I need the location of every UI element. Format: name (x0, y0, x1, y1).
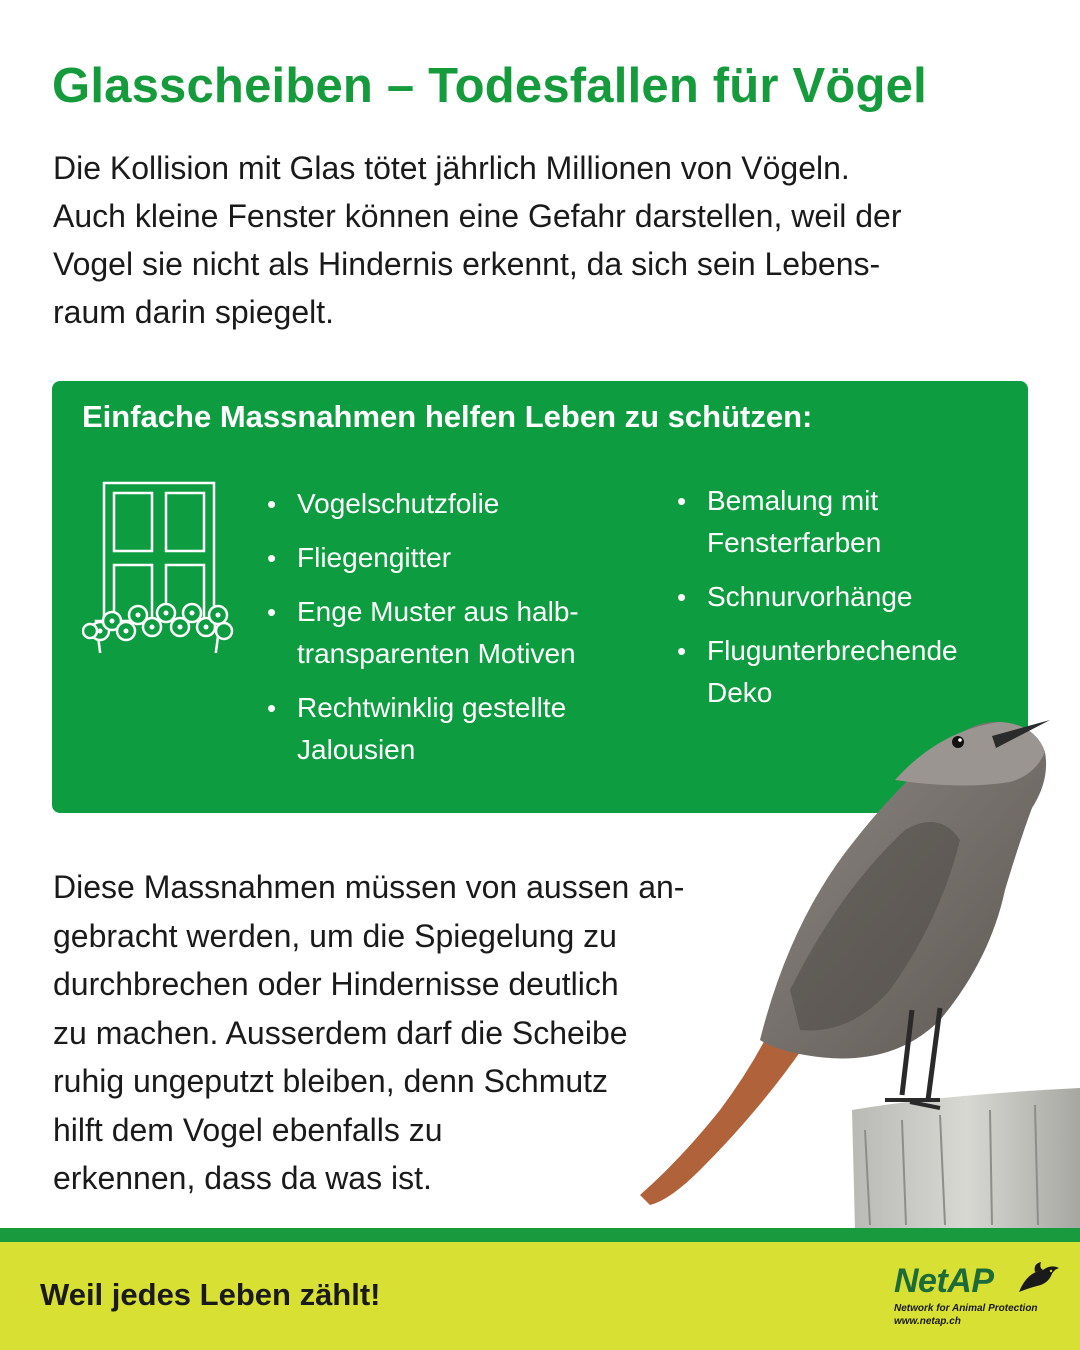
page-title: Glasscheiben – Todesfallen für Vögel (52, 59, 927, 113)
closing-line: erkennen, dass da was ist. (53, 1160, 432, 1196)
measures-heading: Einfache Massnahmen helfen Leben zu schützen: (82, 399, 813, 434)
logo-tagline: Network for Animal Protection (894, 1303, 1038, 1314)
measure-item (267, 591, 657, 675)
measures-list-left (267, 483, 657, 783)
measure-line: Rechtwinklig gestellte (297, 692, 567, 723)
measure-item (677, 480, 1017, 564)
closing-line: hilft dem Vogel ebenfalls zu (53, 1111, 443, 1148)
bullet: • (267, 489, 277, 519)
bullet: • (267, 693, 277, 723)
bullet: • (267, 597, 277, 627)
redstart-bird-photo (640, 690, 1080, 1230)
logo-name: NetAP (894, 1262, 994, 1300)
measure-item (267, 483, 657, 525)
logo-bird-icon (1017, 1262, 1061, 1300)
bullet: • (677, 486, 687, 516)
measure-line: Jalousien (297, 734, 416, 765)
measure-item (677, 576, 1017, 618)
measure-line: Fensterfarben (707, 527, 882, 558)
measure-line: Enge Muster aus halb- (297, 596, 579, 627)
measure-line: transparenten Motiven (297, 638, 576, 669)
bird-tail (640, 1030, 805, 1205)
measure-item (267, 537, 657, 579)
measure-line: Fliegengitter (297, 542, 452, 573)
measure-line: Deko (707, 677, 773, 708)
intro-line: Auch kleine Fenster können eine Gefahr darstellen, weil der (53, 198, 902, 234)
measure-line: Schnurvorhänge (707, 581, 913, 612)
measure-line: Flugunterbrechende (707, 635, 958, 666)
intro-paragraph (53, 144, 1043, 336)
intro-line: Die Kollision mit Glas tötet jährlich Millionen von Vögeln. (53, 150, 850, 186)
wooden-post (852, 1088, 1080, 1230)
closing-line: durchbrechen oder Hindernisse deutlich (53, 966, 619, 1002)
measure-line: Vogelschutzfolie (297, 488, 500, 519)
measure-item (267, 687, 657, 771)
closing-line: zu machen. Ausserdem darf die Scheibe (53, 1014, 628, 1051)
bullet: • (677, 582, 687, 612)
bullet: • (267, 543, 277, 573)
intro-line: raum darin spiegelt. (53, 294, 335, 330)
window-flowerbox-icon (82, 481, 234, 653)
closing-line: Diese Massnahmen müssen von aussen an- (53, 869, 685, 905)
logo-url: www.netap.ch (894, 1316, 961, 1327)
footer-divider (0, 1228, 1080, 1242)
intro-line: Vogel sie nicht als Hindernis erkennt, da sich sein Lebens- (53, 246, 881, 282)
netap-logo (892, 1262, 1062, 1332)
footer (0, 1242, 1080, 1350)
closing-line: gebracht werden, um die Spiegelung zu (53, 917, 617, 954)
bullet: • (677, 636, 687, 666)
closing-line: ruhig ungeputzt bleiben, denn Schmutz (53, 1063, 609, 1099)
measure-line: Bemalung mit (707, 485, 879, 516)
footer-slogan: Weil jedes Leben zählt! (40, 1277, 381, 1312)
